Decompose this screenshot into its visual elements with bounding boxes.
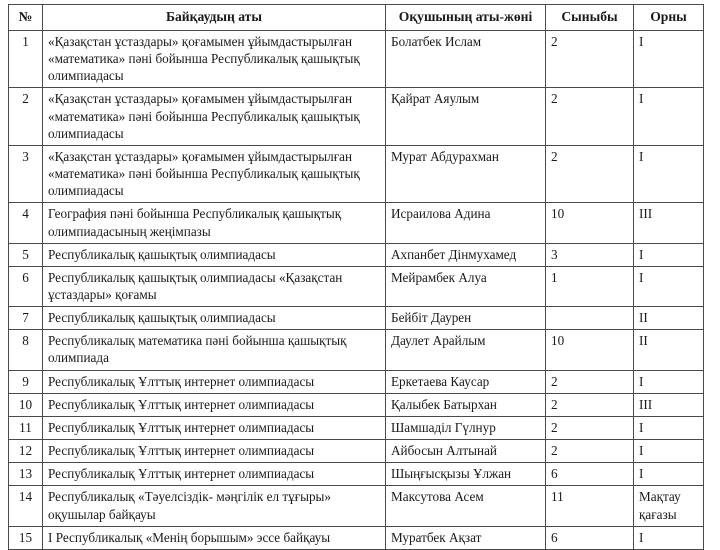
- cell-class: 1: [546, 266, 634, 306]
- cell-place: Мақтау қағазы: [634, 486, 704, 526]
- cell-class: [546, 307, 634, 330]
- cell-number: 11: [9, 416, 43, 439]
- table-row: [9, 330, 704, 370]
- cell-contest-name: Республикалық қашықтық олимпиадасы: [43, 243, 386, 266]
- cell-contest-name: «Қазақстан ұстаздары» қоғамымен ұйымдастырылған «математика» пәні бойынша Республикалық қашықтық олимпиадасы: [43, 145, 386, 202]
- cell-place: III: [634, 203, 704, 243]
- column-header-place: Орны: [634, 5, 704, 31]
- cell-number: 8: [9, 330, 43, 370]
- cell-class: 6: [546, 463, 634, 486]
- cell-pupil-name: Муратбек Ақзат: [386, 526, 546, 549]
- cell-contest-name: Республикалық қашықтық олимпиадасы «Қазақстан ұстаздары» қоғамы: [43, 266, 386, 306]
- cell-number: 9: [9, 370, 43, 393]
- cell-place: I: [634, 266, 704, 306]
- cell-contest-name: Республикалық Ұлттық интернет олимпиадасы: [43, 416, 386, 439]
- cell-contest-name: Республикалық Ұлттық интернет олимпиадасы: [43, 463, 386, 486]
- cell-pupil-name: Даулет Арайлым: [386, 330, 546, 370]
- table-row: [9, 463, 704, 486]
- table-row: [9, 416, 704, 439]
- cell-number: 4: [9, 203, 43, 243]
- cell-pupil-name: Қалыбек Батырхан: [386, 393, 546, 416]
- table-body: [9, 30, 704, 549]
- cell-place: I: [634, 526, 704, 549]
- cell-class: 11: [546, 486, 634, 526]
- cell-place: I: [634, 463, 704, 486]
- table-row: [9, 440, 704, 463]
- cell-place: I: [634, 88, 704, 145]
- cell-place: I: [634, 440, 704, 463]
- cell-class: 2: [546, 440, 634, 463]
- table-row: [9, 393, 704, 416]
- cell-class: 10: [546, 330, 634, 370]
- cell-contest-name: География пәні бойынша Республикалық қашықтық олимпиадасының жеңімпазы: [43, 203, 386, 243]
- cell-class: 2: [546, 370, 634, 393]
- table-row: [9, 30, 704, 87]
- cell-number: 1: [9, 30, 43, 87]
- cell-pupil-name: Болатбек Ислам: [386, 30, 546, 87]
- table-row: [9, 526, 704, 549]
- cell-pupil-name: Мурат Абдурахман: [386, 145, 546, 202]
- cell-place: I: [634, 416, 704, 439]
- cell-contest-name: «Қазақстан ұстаздары» қоғамымен ұйымдастырылған «математика» пәні бойынша Республикалық қашықтық олимпиадасы: [43, 88, 386, 145]
- cell-place: I: [634, 30, 704, 87]
- cell-pupil-name: Еркетаева Каусар: [386, 370, 546, 393]
- table-row: [9, 145, 704, 202]
- cell-place: II: [634, 307, 704, 330]
- cell-pupil-name: Бейбіт Даурен: [386, 307, 546, 330]
- cell-place: I: [634, 370, 704, 393]
- column-header-contest-name: Байқаудың аты: [43, 5, 386, 31]
- table-row: [9, 266, 704, 306]
- cell-contest-name: Республикалық математика пәні бойынша қашықтық олимпиада: [43, 330, 386, 370]
- cell-number: 15: [9, 526, 43, 549]
- cell-pupil-name: Айбосын Алтынай: [386, 440, 546, 463]
- awards-table: [8, 4, 704, 550]
- cell-class: 2: [546, 30, 634, 87]
- cell-place: I: [634, 243, 704, 266]
- cell-number: 10: [9, 393, 43, 416]
- cell-number: 13: [9, 463, 43, 486]
- cell-number: 7: [9, 307, 43, 330]
- cell-number: 2: [9, 88, 43, 145]
- table-header: [9, 5, 704, 31]
- cell-pupil-name: Исраилова Адина: [386, 203, 546, 243]
- cell-pupil-name: Ахпанбет Дінмухамед: [386, 243, 546, 266]
- cell-number: 14: [9, 486, 43, 526]
- cell-number: 3: [9, 145, 43, 202]
- cell-number: 12: [9, 440, 43, 463]
- table-header-row: [9, 5, 704, 31]
- table-row: [9, 88, 704, 145]
- cell-class: 2: [546, 88, 634, 145]
- cell-class: 2: [546, 145, 634, 202]
- cell-pupil-name: Шамшаділ Гүлнур: [386, 416, 546, 439]
- cell-class: 6: [546, 526, 634, 549]
- cell-class: 10: [546, 203, 634, 243]
- cell-contest-name: Республикалық Ұлттық интернет олимпиадасы: [43, 370, 386, 393]
- cell-place: III: [634, 393, 704, 416]
- cell-class: 2: [546, 393, 634, 416]
- column-header-number: №: [9, 5, 43, 31]
- table-row: [9, 243, 704, 266]
- cell-class: 2: [546, 416, 634, 439]
- table-row: [9, 203, 704, 243]
- cell-contest-name: I Республикалық «Менің борышым» эссе байқауы: [43, 526, 386, 549]
- cell-contest-name: «Қазақстан ұстаздары» қоғамымен ұйымдастырылған «математика» пәні бойынша Республикалық қашықтық олимпиадасы: [43, 30, 386, 87]
- cell-number: 5: [9, 243, 43, 266]
- table-row: [9, 307, 704, 330]
- cell-contest-name: Республикалық Ұлттық интернет олимпиадасы: [43, 393, 386, 416]
- cell-contest-name: Республикалық «Тәуелсіздік- мәңгілік ел тұғыры» оқушылар байқауы: [43, 486, 386, 526]
- table-row: [9, 370, 704, 393]
- cell-place: II: [634, 330, 704, 370]
- cell-contest-name: Республикалық қашықтық олимпиадасы: [43, 307, 386, 330]
- cell-contest-name: Республикалық Ұлттық интернет олимпиадасы: [43, 440, 386, 463]
- cell-pupil-name: Максутова Асем: [386, 486, 546, 526]
- cell-class: 3: [546, 243, 634, 266]
- cell-pupil-name: Қайрат Аяулым: [386, 88, 546, 145]
- cell-place: I: [634, 145, 704, 202]
- cell-pupil-name: Шыңғысқызы Ұлжан: [386, 463, 546, 486]
- column-header-class: Сыныбы: [546, 5, 634, 31]
- table-row: [9, 486, 704, 526]
- column-header-pupil-name: Оқушының аты-жөні: [386, 5, 546, 31]
- cell-number: 6: [9, 266, 43, 306]
- cell-pupil-name: Мейрамбек Алуа: [386, 266, 546, 306]
